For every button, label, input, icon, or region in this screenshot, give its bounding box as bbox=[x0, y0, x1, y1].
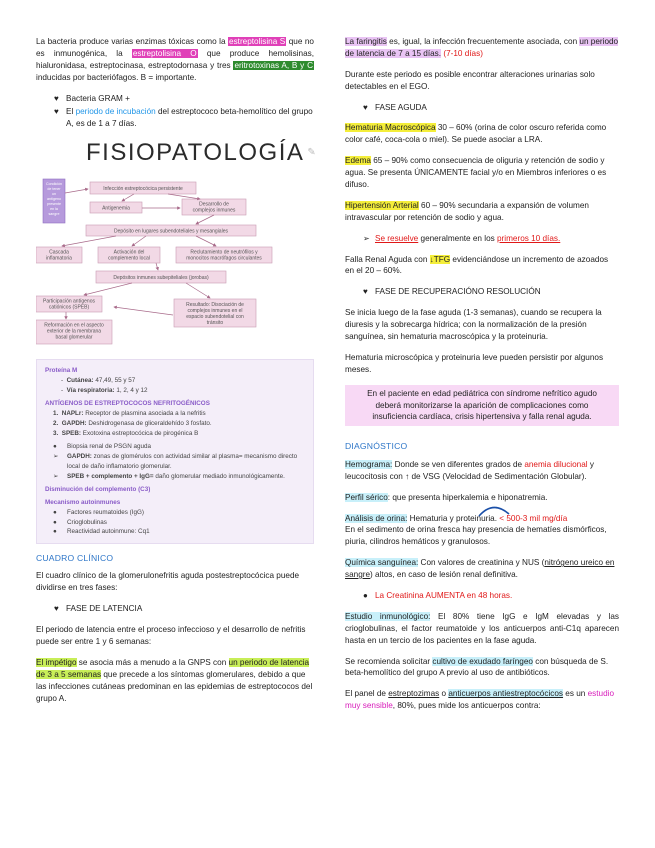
highlight-eritrotoxinas: eritrotoxinas A, B y C bbox=[234, 60, 313, 70]
list-item: ➢ GAPDH: zonas de glomérulos con actividad similar al plasma= mecanismo directo local de daño inflamatorio glomerular. bbox=[53, 453, 298, 470]
antigenemia-text: Antigenemia bbox=[102, 205, 130, 212]
paragraph-microscopica: Hematuria microscópica y proteinuria leve pueden persistir por algunos meses. bbox=[345, 352, 604, 374]
heart-bullet-icon: ♥ bbox=[54, 107, 59, 117]
list-item: ● Biopsia renal de PSGN aguda bbox=[53, 443, 152, 451]
autoimmune-heading: Mecanismo autoinmunes bbox=[45, 499, 121, 507]
list-item: - Vía respiratoria: 1, 2, 4 y 12 bbox=[61, 386, 148, 394]
list-item: ● Factores reumatoides (IgG) bbox=[53, 508, 144, 516]
fisiopatologia-header bbox=[36, 136, 314, 171]
infection-text: Infección estreptocócica persistente bbox=[103, 186, 183, 193]
heart-bullet-icon: ♥ bbox=[363, 102, 368, 112]
paragraph-latencia: El periodo de latencia entre el proceso infeccioso y el desarrollo de nefritis puede ser entre 1 y 6 semanas: bbox=[36, 625, 306, 647]
cuadro-clinico-heading: CUADRO CLÍNICO bbox=[36, 553, 114, 564]
result-text: Resultado: Disociación de complejos inmunes en el espacio subendotelial con tránsito bbox=[186, 302, 244, 327]
heart-bullet-icon: ♥ bbox=[54, 604, 59, 614]
list-item: 3. SPEB: Exotoxina estreptocócica de pirogénica B bbox=[53, 429, 199, 437]
list-item: 2. GAPDH: Deshidrogenasa de gliceraldehído 3 fosfato. bbox=[53, 419, 212, 427]
antigens-info-panel bbox=[36, 359, 314, 544]
paragraph-hemograma: Hemograma: Donde se ven diferentes grados de anemia dilucional y leucocitosis con ↑ de VSG (Velocidad de Sedimentación Globular). bbox=[345, 459, 594, 481]
complement-text: Activación del complemento local bbox=[108, 249, 150, 262]
paragraph-hipertension: Hipertensión Arterial 60 – 90% secundaria a expansión de volumen intravascular por retención de sodio y agua. bbox=[345, 200, 589, 222]
antigen-condition-text: Condición de tener un antígeno presente en la sangre bbox=[46, 182, 62, 217]
highlight-estreptolisina-s: estreptolisina S bbox=[229, 37, 286, 46]
list-item: ♥ El periodo de incubación del estreptococo beta-hemolítico del grupo A, es de 1 a 7 días. bbox=[54, 107, 313, 129]
list-item: ♥ FASE DE LATENCIA bbox=[54, 604, 143, 614]
right-column bbox=[345, 36, 619, 721]
paragraph-perfil: Perfil sérico: que presenta hiperkalemia e hiponatremia. bbox=[345, 492, 548, 502]
paragraph-ego: Durante este periodo es posible encontrar alteraciones urinarias solo detectables en el EGO. bbox=[345, 69, 595, 91]
paragraph-falla-renal: Falla Renal Aguda con ↓TFG evidenciándose un incremento de azoados en el 20 – 60%. bbox=[345, 254, 609, 276]
paragraph-fases: El cuadro clínico de la glomerulonefritis aguda postestreptocócica puede dividirse en tres fases: bbox=[36, 571, 300, 593]
left-column bbox=[36, 36, 314, 714]
paragraph-hematuria: Hematuria Macroscópica 30 – 60% (orina de color oscuro referida como color café, coca-cola o miel). Se puede asociar a LRA. bbox=[345, 123, 607, 145]
paragraph-enzimas: La bacteria produce varias enzimas tóxicas como la estreptolisina S que no es inmunogénica, la estreptolisina O que produce hemolisinas, hialuronidasa, estreptocinasa, estreptodornasa y tres eritrotoxinas A, B y C inducidas por bacteriófagos. B = importante. bbox=[36, 37, 314, 82]
diagnostico-heading: DIAGNÓSTICO bbox=[345, 441, 408, 452]
antigens-heading: ANTÍGENOS DE ESTREPTOCOCOS NEFRITOGÉNICOS bbox=[45, 400, 210, 408]
paragraph-orina: Análisis de orina: Hematuria y proteinuria. < 500-3 mil mg/día En el sedimento de orina fresca hay presencia de hematíes dismórficos, piuria, cilindros hemáticos y granulosos. bbox=[345, 513, 619, 549]
paragraph-edema: Edema 65 – 90% como consecuencia de oliguria y retención de sodio y agua. Se presenta ÚNICAMENTE facial y/o en Miembros inferiores o es difuso. bbox=[345, 156, 607, 190]
list-item: ● Crioglobulinas bbox=[53, 518, 107, 526]
list-item: - Cutánea: 47,49, 55 y 57 bbox=[61, 376, 136, 384]
subepithelial-text: Depósitos inmunes subepiteliales (jorobas) bbox=[113, 275, 209, 282]
paragraph-faringitis: La faringitis es, igual, la infección frecuentemente asociada, con un periodo de latencia de 7 a 15 días. (7-10 días) bbox=[345, 37, 619, 58]
list-item: ♥ Bacteria GRAM + bbox=[54, 93, 130, 103]
cascade-text: Cascada inflamatoria bbox=[46, 249, 72, 262]
red-dot-bullet-icon: ● bbox=[363, 590, 368, 600]
list-item: ♥ FASE DE RECUPERACIÓNO RESOLUCIÓN bbox=[363, 287, 541, 297]
highlight-estreptolisina-o: estreptolisina O bbox=[132, 48, 197, 58]
heart-bullet-icon: ♥ bbox=[54, 93, 59, 103]
paragraph-recuperacion: Se inicia luego de la fase aguda (1-3 semanas), cuando se recupera la diuresis y la sobrecarga hídrica; con la normalización de la presión sanguínea, sin hematuria macroscópica y la proteinuria. bbox=[345, 308, 602, 342]
immune-complex-text: Desarrollo de complejos inmunes bbox=[192, 201, 236, 214]
list-item: ♥ FASE AGUDA bbox=[363, 102, 427, 112]
protein-m-heading: Proteína M bbox=[45, 367, 78, 375]
list-item: ● Reactividad autoinmune: Cq1 bbox=[53, 528, 150, 536]
paragraph-impetigo: El impétigo se asocia más a menudo a la GNPS con un periodo de latencia de 3 a 5 semanas que precede a los síntomas glomerulares, debido a que las infecciones cutáneas predominan en las epidemias de estreptococos del grupo A. bbox=[36, 657, 313, 703]
complement-heading: Disminución del complemento (C3) bbox=[45, 486, 151, 494]
paragraph-quimica: Química sanguínea: Con valores de creatinina y NUS (nitrógeno ureico en sangre) altos, en caso de lesión renal definitiva. bbox=[345, 558, 615, 580]
section-title: FISIOPATOLOGÍA bbox=[86, 139, 305, 167]
arrow-bullet-icon: ➢ bbox=[363, 233, 370, 243]
paragraph-cultivo: Se recomienda solicitar cultivo de exudado faríngeo con búsqueda de S. beta-hemolítico del grupo A previo al uso de antibióticos. bbox=[345, 656, 609, 678]
list-item: ● La Creatinina AUMENTA en 48 horas. bbox=[363, 590, 513, 600]
list-item: 1. NAPLr: Receptor de plasmina asociada a la nefritis bbox=[53, 410, 206, 418]
membrane-text: Reformación en el aspecto exterior de la membrana basal glomerular bbox=[44, 322, 104, 341]
deposit-text: Depósito en lugares subendoteliales y mesangiales bbox=[114, 228, 228, 235]
list-item: ➢ Se resuelve generalmente en los primeros 10 días. bbox=[363, 233, 561, 243]
pediatric-callout: En el paciente en edad pediátrica con síndrome nefrítico agudo deberá monitorizarse la aparición de complicaciones como insuficiencia cardíaca, crisis hipertensiva y falla renal aguda. bbox=[345, 385, 619, 427]
paragraph-panel: El panel de estreptozimas o anticuerpos antiestreptocócicos es un estudio muy sensible, 80%, pues mide los anticuerpos contra: bbox=[345, 689, 615, 711]
list-item: ➢ SPEB + complemento + IgG= daño glomerular mediado inmunológicamente. bbox=[53, 472, 285, 480]
curve-arrow-icon bbox=[477, 504, 511, 518]
heart-bullet-icon: ♥ bbox=[363, 287, 368, 297]
cationic-antigen-text: Participación antígenos catiónicos (SPEB) bbox=[43, 298, 95, 311]
paragraph-inmunologico: Estudio inmunológico: El 80% tiene IgG e IgM elevadas y las crioglobulinas, el factor reumatoide y los anticuerpos anti-C1q aparecen hasta en un tercio de los pacientes en la fase aguda. bbox=[345, 611, 619, 645]
pathophysiology-flow-diagram bbox=[36, 175, 314, 353]
pencil-icon: ✎ bbox=[307, 147, 316, 159]
recruitment-text: Reclutamiento de neutrófilos y monocitos macrófagos circulantes bbox=[186, 249, 262, 262]
